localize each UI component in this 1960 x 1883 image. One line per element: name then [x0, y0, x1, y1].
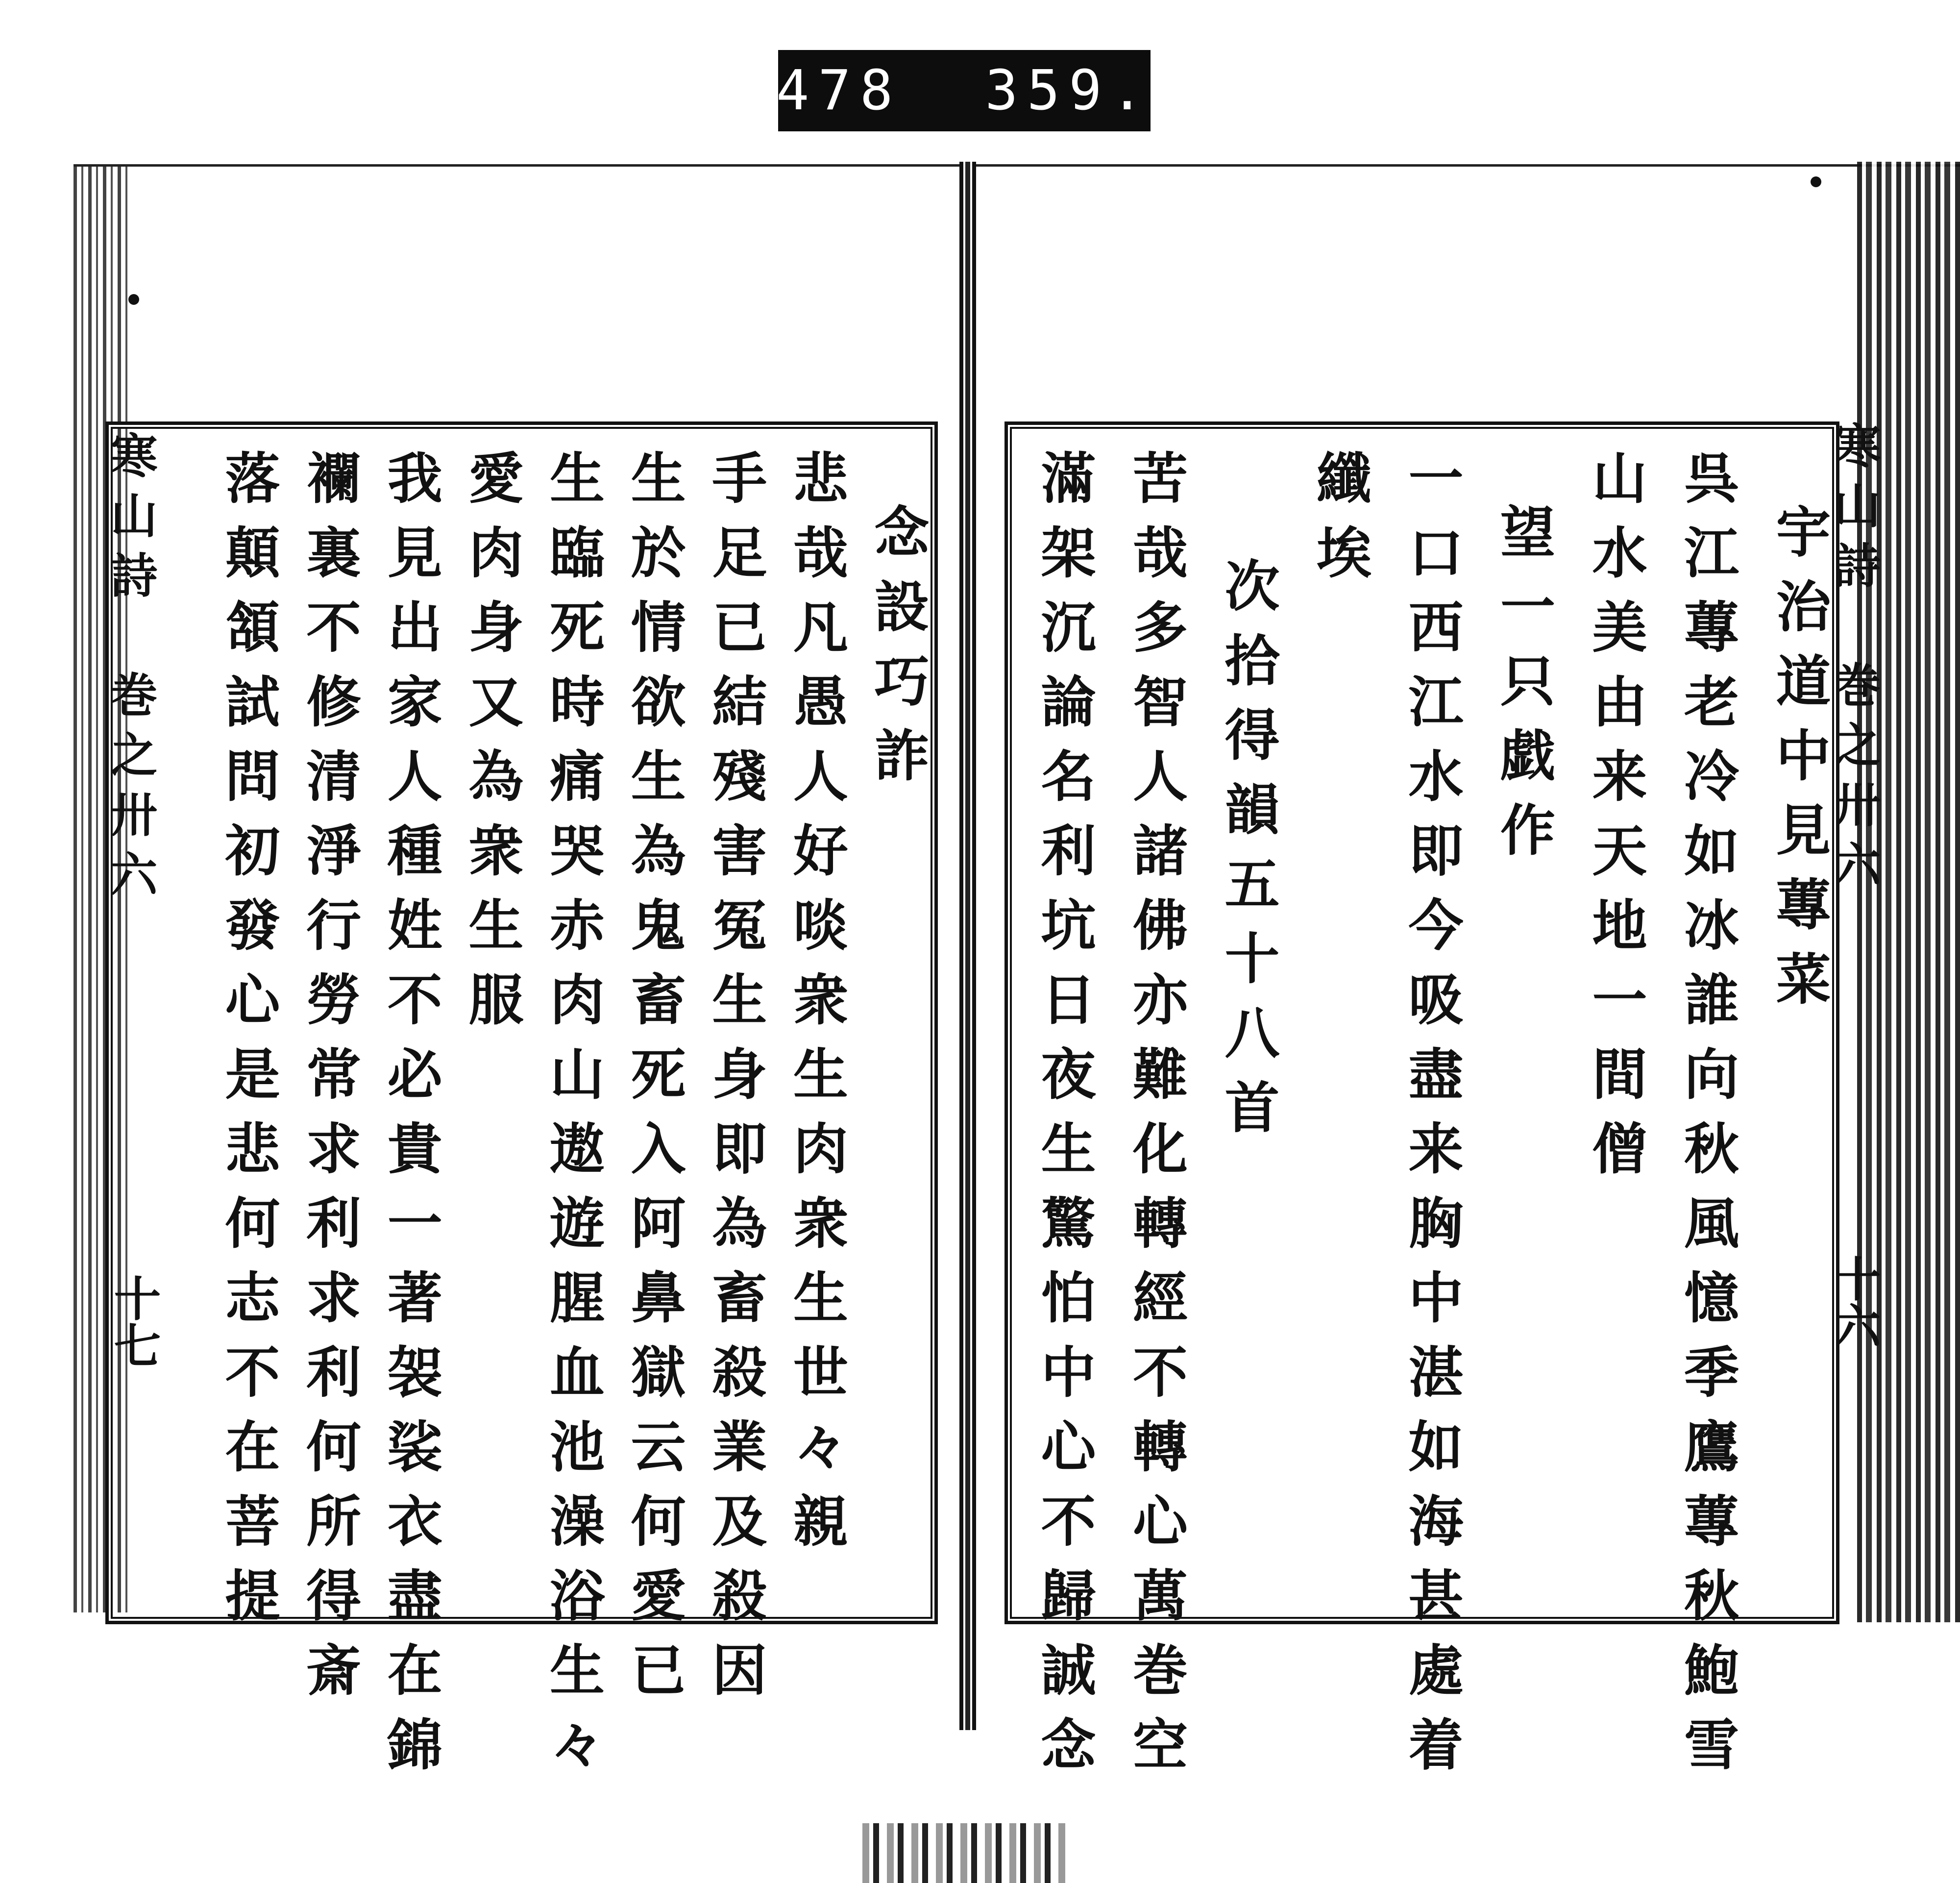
- text-column: 襴裏不修清淨行勞常求利求利何所得斎: [297, 449, 362, 1716]
- right-hashira-title: 寒山詩 巻之卅六: [1826, 421, 1882, 900]
- text-column: 悲哉凡愚人好啖衆生肉衆生世々親: [784, 449, 849, 1567]
- left-page-text: [202, 425, 930, 1790]
- book-gutter: [959, 162, 976, 1730]
- right-folio: 十六: [1826, 1255, 1882, 1349]
- text-column: 山水美由来天地一間僧: [1583, 449, 1647, 1194]
- call-number-label: [778, 50, 1151, 131]
- text-column: 望一只戯作: [1491, 503, 1556, 876]
- ink-spot: [128, 294, 139, 305]
- text-column: 念設巧詐: [865, 503, 930, 801]
- text-column: 手足已結殘害冤生身即為畜殺業及殺因: [703, 449, 767, 1716]
- text-column: 滿架沉論名利坑日夜生驚怕中心不歸誠念: [1032, 449, 1096, 1790]
- call-number-left: 478: [776, 59, 902, 123]
- text-column: 纖埃: [1307, 449, 1372, 598]
- binding-stub: [862, 1823, 1068, 1883]
- text-column: 次拾得韻五十八首: [1216, 557, 1280, 1153]
- text-column: 生於情欲生為鬼畜死入阿鼻獄云何愛已: [622, 449, 686, 1716]
- text-column: 宇治道中見蓴菜: [1767, 503, 1831, 1025]
- text-column: 我見出家人種姓不必貴一著袈裟衣盡在錦: [378, 449, 443, 1790]
- left-hashira-title: 寒山詩 巻之卅六: [103, 431, 158, 910]
- ink-spot: [1811, 176, 1821, 187]
- right-page-frame: [1004, 421, 1839, 1790]
- text-column: 苦哉多智人諸佛亦難化轉經不轉心萬巻空: [1124, 449, 1188, 1790]
- call-number-right: 359.: [985, 59, 1153, 123]
- left-folio: 十七: [106, 1274, 162, 1368]
- left-page-frame: [105, 421, 938, 1790]
- text-column: 一口西江水即今吸盡来胸中湛如海甚處着: [1399, 449, 1464, 1790]
- text-column: 落顛頷試問初發心是悲何志不在菩提: [216, 449, 280, 1641]
- text-column: 呉江蓴老冷如冰誰向秋風憶季鷹蓴秋鮑雪: [1675, 449, 1740, 1790]
- text-column: 生臨死時痛哭赤肉山遨遊腥血池澡浴生々: [540, 449, 605, 1790]
- right-page-text: [1018, 425, 1831, 1790]
- text-column: 愛肉身又為衆生服: [459, 449, 524, 1045]
